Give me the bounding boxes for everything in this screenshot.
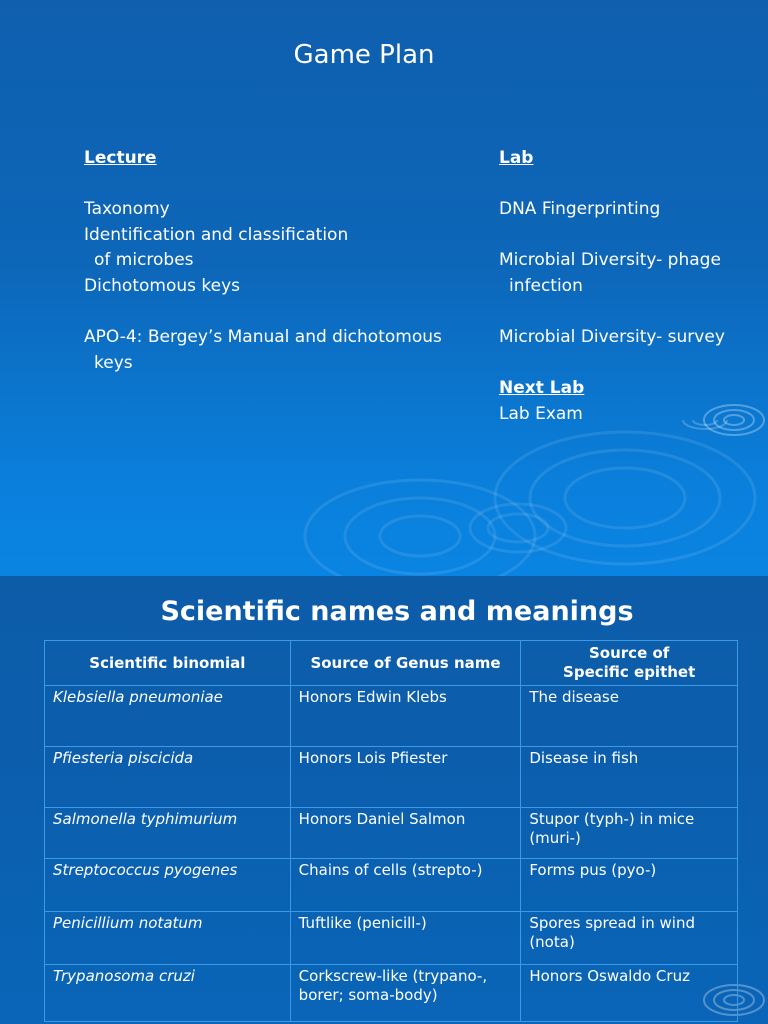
genus-line: borer; soma-body) [298,986,438,1004]
water-ripple-decoration [230,420,768,576]
lecture-item: Identification and classification [84,224,349,245]
lecture-item: APO-4: Bergey’s Manual and dichotomous [84,327,442,348]
epithet-source-cell: Honors Oswaldo Cruz [521,965,738,1022]
table-row [45,859,738,912]
genus-source-cell: Honors Lois Pfiester [290,747,521,808]
table-row [45,912,738,965]
lecture-item: keys [94,352,133,373]
epithet-line: Stupor (typh-) in mice [529,810,695,828]
header-epithet-source [521,641,738,686]
slide-title: Scientific names and meanings [160,596,634,627]
genus-source-cell: Honors Edwin Klebs [290,686,521,747]
genus-source-cell [290,965,521,1022]
lab-item: Microbial Diversity- survey [499,327,725,348]
header-binomial: Scientific binomial [45,641,291,686]
table-row [45,965,738,1022]
header-genus-source: Source of Genus name [290,641,521,686]
genus-source-cell: Tuftlike (penicill-) [290,912,521,965]
genus-source-cell: Honors Daniel Salmon [290,808,521,859]
lab-item: DNA Fingerprinting [499,199,661,220]
epithet-line: Spores spread in wind [529,914,695,932]
header-epithet-line: Source of [589,644,670,662]
epithet-source-cell [521,912,738,965]
lab-column [499,146,759,428]
scientific-names-table [44,640,738,1022]
table-row [45,686,738,747]
slide-title: Game Plan [293,40,435,70]
epithet-source-cell [521,808,738,859]
epithet-source-cell: Forms pus (pyo-) [521,859,738,912]
next-lab-item: Lab Exam [499,403,583,424]
lab-item: Microbial Diversity- phage [499,250,721,271]
genus-line: Corkscrew-like (trypano-, [298,967,488,985]
binomial-cell: Pfiesteria piscicida [45,747,291,808]
table-row [45,808,738,859]
next-lab-heading: Next Lab [499,378,585,399]
table-header-row [45,641,738,686]
binomial-cell: Klebsiella pneumoniae [45,686,291,747]
epithet-source-cell: Disease in fish [521,747,738,808]
epithet-line: (muri-) [529,829,581,847]
lab-item: infection [509,275,583,296]
epithet-line: (nota) [529,933,575,951]
binomial-cell: Trypanosoma cruzi [45,965,291,1022]
header-epithet-line: Specific epithet [563,663,696,681]
epithet-source-cell: The disease [521,686,738,747]
genus-source-cell: Chains of cells (strepto-) [290,859,521,912]
lecture-item: of microbes [94,250,194,271]
lecture-heading: Lecture [84,148,157,168]
table-row [45,747,738,808]
lecture-item: Dichotomous keys [84,275,241,296]
lecture-item: Taxonomy [84,199,170,220]
binomial-cell: Streptococcus pyogenes [45,859,291,912]
binomial-cell: Penicillium notatum [45,912,291,965]
lab-heading: Lab [499,148,534,168]
binomial-cell: Salmonella typhimurium [45,808,291,859]
lecture-column [84,146,484,376]
